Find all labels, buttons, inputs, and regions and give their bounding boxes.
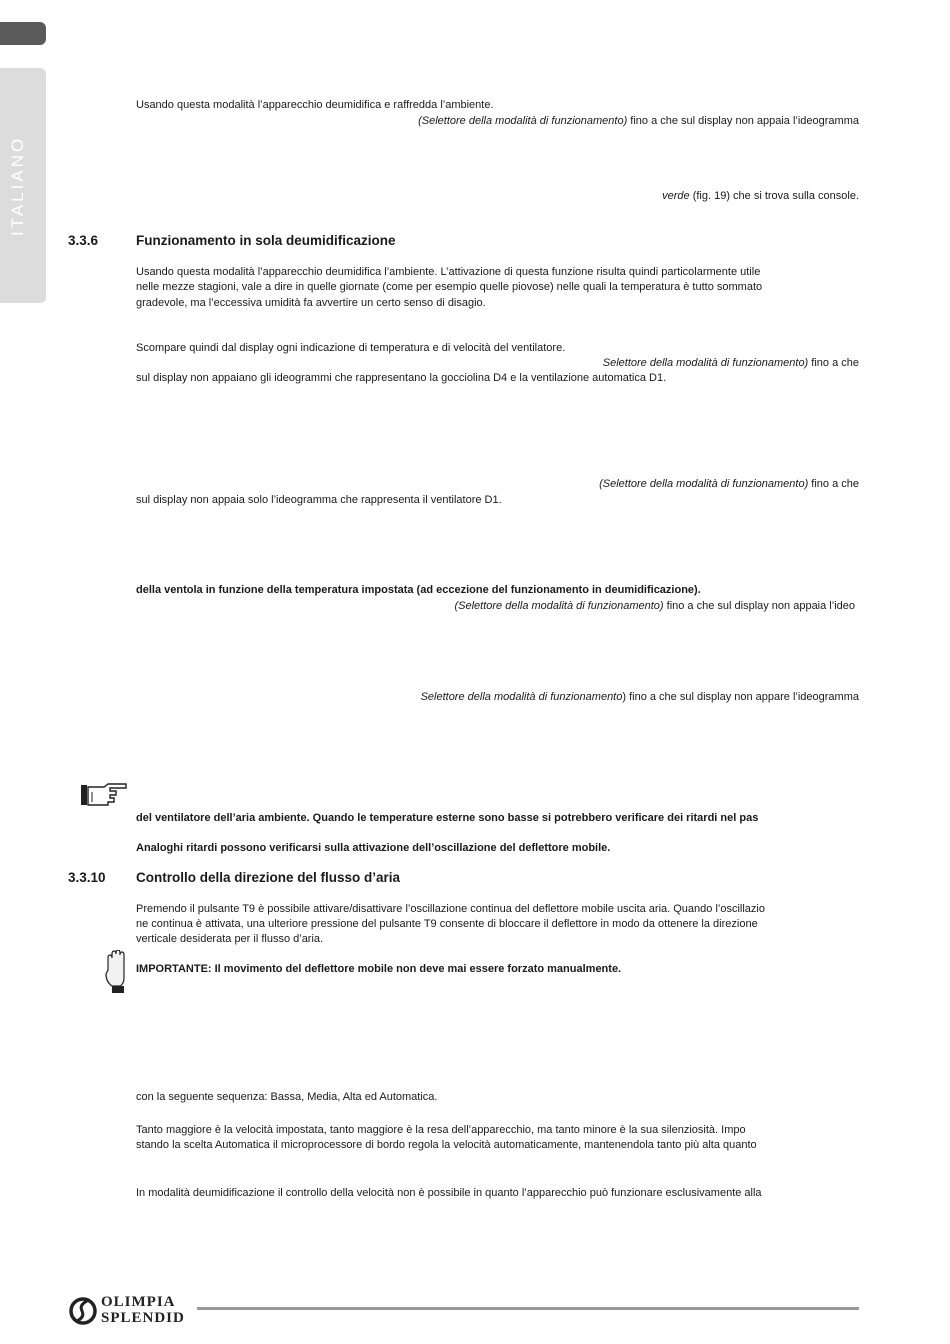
paragraph-line: verticale desiderata per il flusso d’aria. [136, 933, 324, 945]
section-title: Funzionamento in sola deumidificazione [136, 233, 396, 248]
paragraph-line: sul display non appaiano gli ideogrammi che rappresentano la gocciolina D4 e la ventilazione automatica D1. [136, 372, 667, 384]
language-label: ITALIANO [8, 135, 27, 236]
paragraph-line: Tanto maggiore è la velocità impostata, tanto maggiore è la resa dell’apparecchio, ma tanto minore è la sua silenziosità. Impo [136, 1124, 746, 1136]
section-title: Controllo della direzione del flusso d’aria [136, 870, 401, 885]
paragraph-line: (Selettore della modalità di funzionamento) fino a che sul display non appaia l’ideo [454, 600, 855, 612]
paragraph-line: In modalità deumidificazione il controllo della velocità non è possibile in quanto l’apparecchio può funzionare esclusivamente alla [136, 1187, 762, 1199]
logo-wordmark: SPLENDID [101, 1310, 185, 1326]
paragraph-line: sul display non appaia solo l’ideogramma che rappresenta il ventilatore D1. [136, 494, 502, 506]
note-line: del ventilatore dell’aria ambiente. Quando le temperature esterne sono basse si potrebbero verificare dei ritardi nel pas [136, 812, 759, 824]
paragraph-line: della ventola in funzione della temperatura impostata (ad eccezione del funzionamento in deumidificazione). [136, 584, 701, 596]
olimpia-splendid-logo [68, 1295, 102, 1327]
paragraph-line: stando la scelta Automatica il microprocessore di bordo regola la velocità automaticamente, mantenendola tanto più alta quanto [136, 1139, 757, 1151]
section-number: 3.3.10 [68, 870, 106, 885]
paragraph-line: (Selettore della modalità di funzionamento) fino a che sul display non appaia l’ideogramma [418, 115, 859, 127]
pointing-hand-icon [80, 782, 128, 808]
paragraph-line: Premendo il pulsante T9 è possibile attivare/disattivare l’oscillazione continua del deflettore mobile uscita aria. Quando l’oscillazio [136, 903, 765, 915]
section-number: 3.3.6 [68, 233, 99, 248]
footer-rule [197, 1307, 859, 1310]
paragraph-line: verde (fig. 19) che si trova sulla console. [662, 190, 859, 202]
raised-hand-icon [104, 950, 128, 994]
paragraph-line: Usando questa modalità l’apparecchio deumidifica e raffredda l’ambiente. [136, 99, 494, 111]
paragraph-line: gradevole, ma l’eccessiva umidità fa avvertire un certo senso di disagio. [136, 297, 486, 309]
paragraph-line: nelle mezze stagioni, vale a dire in quelle giornate (come per esempio quelle piovose) nelle quali la temperatura è tutto sommato [136, 281, 763, 293]
paragraph-line: Selettore della modalità di funzionamento) fino a che sul display non appare l’ideogramma [420, 691, 859, 703]
paragraph-line: Scompare quindi dal display ogni indicazione di temperatura e di velocità del ventilatore. [136, 342, 566, 354]
paragraph-line: con la seguente sequenza: Bassa, Media, Alta ed Automatica. [136, 1091, 438, 1103]
warning-text: IMPORTANTE: Il movimento del deflettore mobile non deve mai essere forzato manualmente. [136, 963, 622, 975]
paragraph-line: (Selettore della modalità di funzionamento) fino a che [599, 478, 859, 490]
paragraph-line: ne continua è attivata, una ulteriore pressione del pulsante T9 consente di bloccare il deflettore in modo da ottenere la direzione [136, 918, 758, 930]
paragraph-line: Selettore della modalità di funzionamento) fino a che [602, 357, 859, 369]
top-tab-marker [0, 22, 46, 45]
logo-wordmark: OLIMPIA [101, 1294, 176, 1310]
paragraph-line: Usando questa modalità l’apparecchio deumidifica l’ambiente. L’attivazione di questa funzione risulta quindi particolarmente utile [136, 266, 761, 278]
note-line: Analoghi ritardi possono verificarsi sulla attivazione dell’oscillazione del deflettore mobile. [136, 842, 611, 854]
